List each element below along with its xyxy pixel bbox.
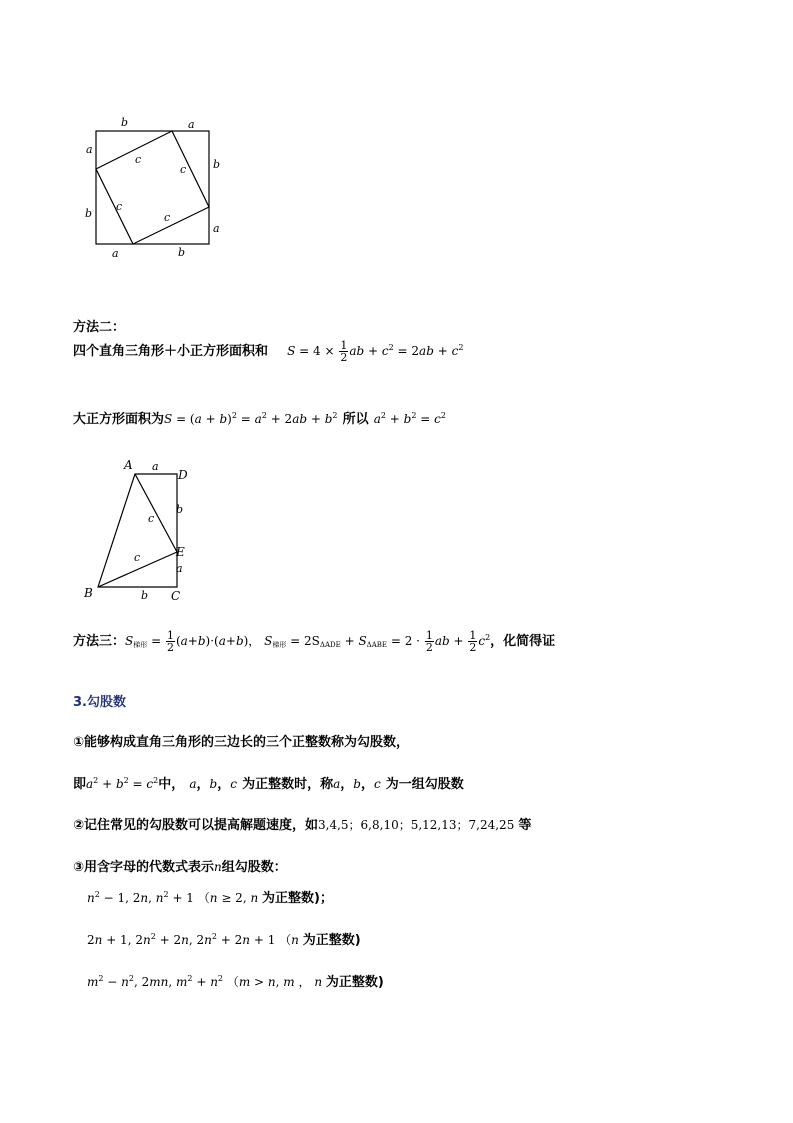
method2-line2-text: 大正方形面积为 bbox=[73, 412, 165, 427]
method3-title: 方法三： bbox=[73, 634, 126, 649]
fig2-label-c1: c bbox=[148, 512, 155, 525]
fraction-half: $\frac{1}{2}$ bbox=[340, 339, 348, 364]
method2-line1 bbox=[73, 340, 463, 363]
fig2-label-c2: c bbox=[134, 551, 141, 564]
fig1-label-c4: c bbox=[164, 211, 171, 224]
fig2-label-b-bottom: b bbox=[141, 589, 149, 602]
method3-line bbox=[73, 630, 555, 653]
fig1-label-left-a: a bbox=[86, 143, 93, 156]
section3-heading: 3.勾股数 bbox=[73, 695, 126, 710]
fig2-label-C: C bbox=[171, 589, 181, 603]
method2-formula3: $a^2 + b^2 = c^2$ bbox=[373, 411, 446, 426]
fig1-label-c3: c bbox=[116, 200, 123, 213]
method2-formula1: S = 4 × $\frac{1}{2}$ ab + $c^2 = 2ab + c^2$ bbox=[287, 339, 464, 364]
fig1-label-bottom-b: b bbox=[178, 246, 186, 259]
fig1-label-c2: c bbox=[180, 163, 187, 176]
fig1-label-top-a: a bbox=[188, 118, 195, 131]
fig1-label-right-b: b bbox=[213, 158, 221, 171]
method2-formula2: $S = (a + b)^2 = a^2 + 2ab + b^2$ bbox=[164, 411, 338, 426]
section3-item1: ①能够构成直角三角形的三边长的三个正整数称为勾股数， bbox=[73, 735, 410, 750]
fig1-label-left-b: b bbox=[85, 207, 93, 220]
fig1-label-top-b: b bbox=[121, 116, 129, 129]
fig2-label-a-top: a bbox=[152, 460, 159, 473]
figure-trapezoid bbox=[80, 455, 200, 605]
method3-formula: $S_{梯形}$ = $\frac{1}{2}$ (a+b)·(a+b)， $S_{梯形} = 2S_{\Delta ADE} + S_{\Delta ABE} = 2$ · $\frac{1}{2}$ ab + $\frac{1}{2}$ $c^2$ bbox=[125, 629, 491, 654]
section3-item2: ②记住常见的勾股数可以提高解题速度，如3,4,5；6,8,10；5,12,13；7,24,25 等 bbox=[73, 818, 532, 833]
method2-line2 bbox=[73, 408, 446, 427]
figure-inscribed-square bbox=[80, 112, 230, 262]
formula-3: $m^2 - n^2$, 2mn, $m^2 + n^2$ （m > n, m ， n 为正整数) bbox=[87, 974, 384, 990]
method3-ending: ，化简得证 bbox=[490, 634, 556, 649]
fig1-label-bottom-a: a bbox=[112, 247, 119, 260]
fig2-label-b-right: b bbox=[176, 503, 184, 516]
fig1-label-c1: c bbox=[135, 153, 142, 166]
fig2-label-D: D bbox=[178, 468, 188, 482]
method2-then: 所以 bbox=[342, 412, 369, 427]
section3-item3: ③用含字母的代数式表示n组勾股数： bbox=[73, 860, 287, 875]
fig1-label-right-a: a bbox=[213, 222, 220, 235]
fig2-label-A: A bbox=[124, 458, 133, 472]
formula-1: $n^2 - 1$, 2n, $n^2 + 1$ （n ≥ 2, n 为正整数)； bbox=[87, 890, 333, 906]
section3-item1b: 即$a^2 + b^2 = c^2$中， a，b，c 为正整数时，称a，b，c 为一组勾股数 bbox=[73, 776, 464, 792]
method2-line1-text: 四个直角三角形＋小正方形面积和 bbox=[73, 344, 269, 359]
fig2-label-a-right: a bbox=[176, 562, 183, 575]
fig2-label-B: B bbox=[84, 586, 93, 600]
formula-2: 2n + 1, $2n^2 + 2n$, $2n^2 + 2n + 1$ （n 为正整数) bbox=[87, 932, 361, 948]
method2-title: 方法二： bbox=[73, 320, 126, 335]
fig2-label-E: E bbox=[176, 545, 185, 559]
